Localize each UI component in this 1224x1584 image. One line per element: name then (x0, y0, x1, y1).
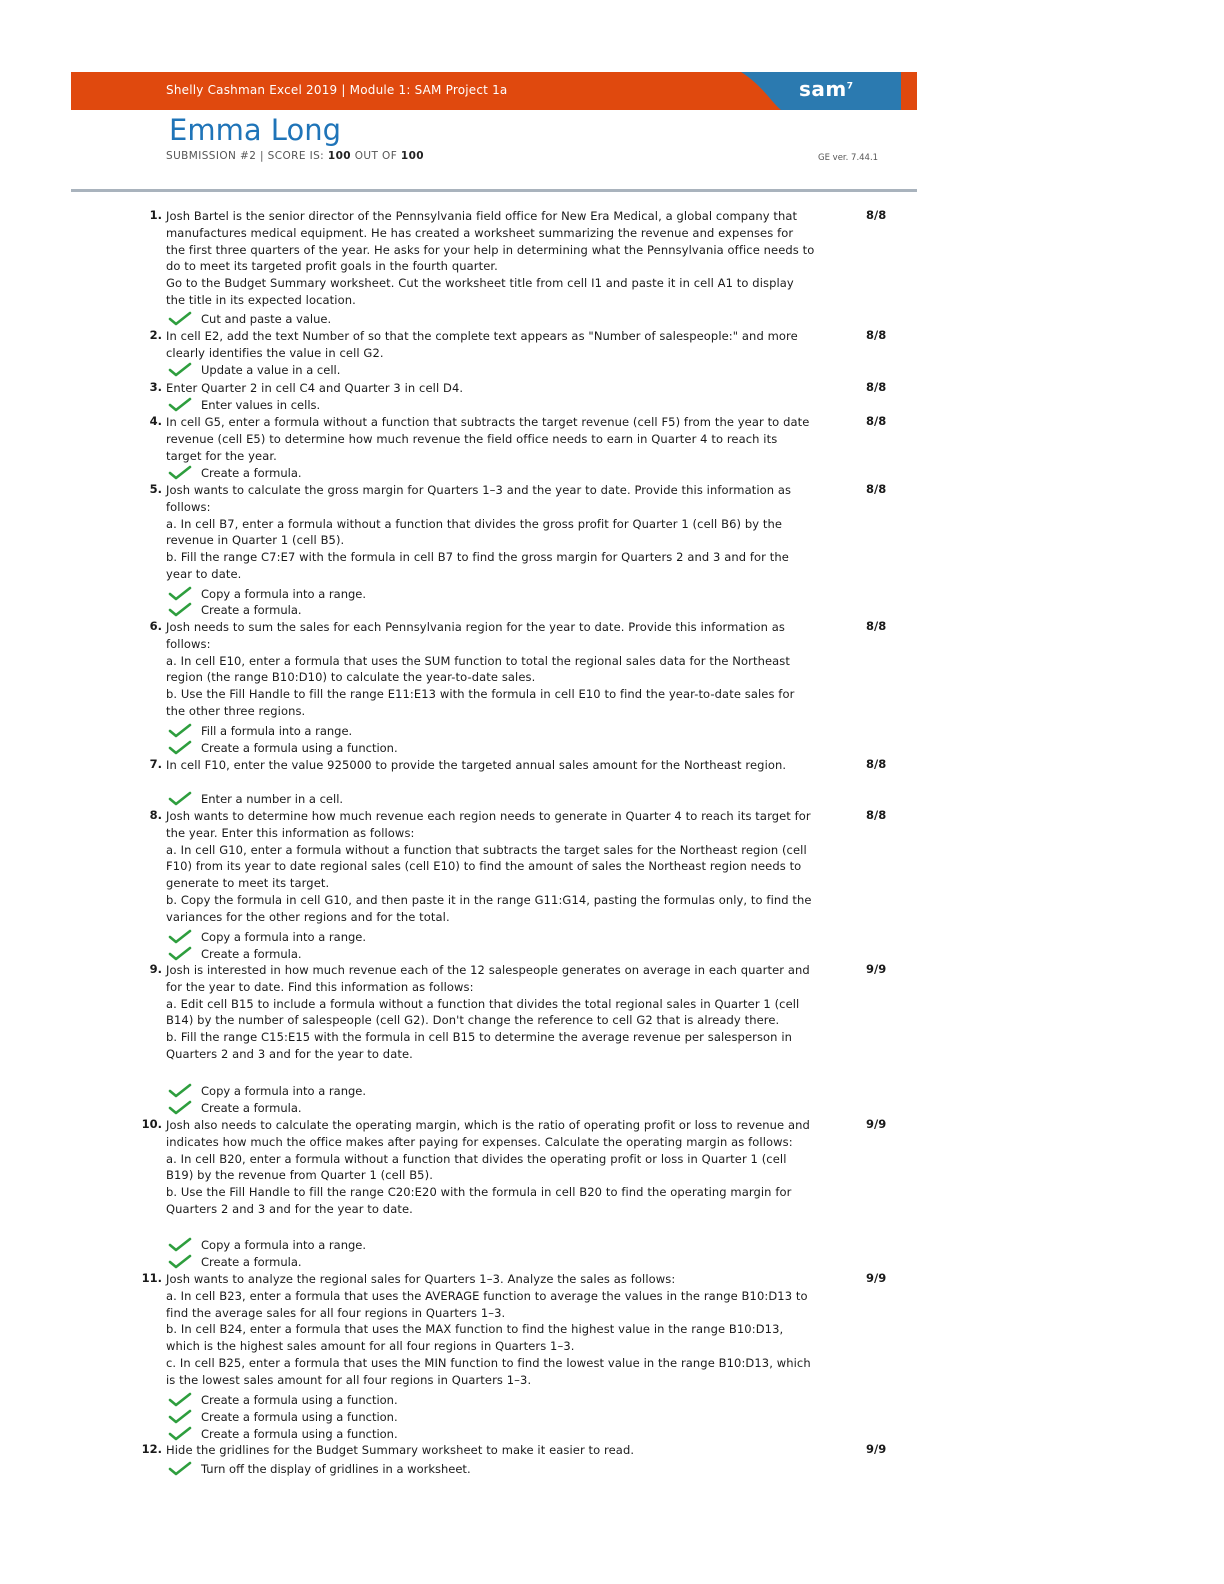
checkmark-icon (168, 723, 192, 739)
submission-score-line (166, 150, 424, 162)
checkmark-icon (168, 1392, 192, 1408)
check-label: Cut and paste a value. (201, 312, 332, 326)
step-number: 2. (149, 328, 162, 342)
checkmark-icon (168, 1426, 192, 1442)
student-name: Emma Long (169, 113, 341, 147)
version-label: GE ver. 7.44.1 (818, 153, 879, 163)
step-instructions: In cell E2, add the text Number of so that the complete text appears as "Number of salespeople:" and more clearly identifies the value in cell G2. (166, 329, 798, 360)
logo-wordmark (799, 77, 854, 101)
step-number: 9. (149, 962, 162, 976)
step-instructions: Josh also needs to calculate the operating margin, which is the ratio of operating profit or loss to revenue and indicates how much the office makes after paying for expenses. Calculate the operating margin as follows: a. In cell B20, enter a formula without a function that divides the operating profit or loss in Quarter 1 (cell B19) by the revenue from Quarter 1 (cell B5). b. Use the Fill Handle to fill the range C20:E20 with the formula in cell B20 to find the operating margin for Quarters 2 and 3 and for the year to date. (166, 1118, 810, 1216)
step-number: 10. (141, 1117, 162, 1131)
check-label: Fill a formula into a range. (201, 724, 353, 738)
checkmark-icon (168, 929, 192, 945)
step-score: 8/8 (866, 414, 887, 428)
step-instructions: Josh wants to determine how much revenue each region needs to generate in Quarter 4 to reach its target for the year. Enter this information as follows: a. In cell G10, enter a formula without a function that subtracts the target sales for the Northeast region (cell F10) from its year to date regional sales (cell E10) to find the amount of sales the Northeast region needs to generate to meet its target. b. Copy the formula in cell G10, and then paste it in the range G11:G14, pasting the formulas only, to find the variances for the other regions and for the total. (166, 809, 812, 924)
header-banner (71, 72, 917, 110)
step-instructions: In cell F10, enter the value 925000 to provide the targeted annual sales amount for the Northeast region. (166, 758, 787, 772)
checkmark-icon (168, 465, 192, 481)
step-score: 8/8 (866, 328, 887, 342)
check-label: Turn off the display of gridlines in a worksheet. (201, 1462, 471, 1476)
check-label: Create a formula. (201, 466, 302, 480)
check-label: Create a formula using a function. (201, 1393, 398, 1407)
checkmark-icon (168, 397, 192, 413)
step-number: 5. (149, 482, 162, 496)
logo-text: sam (799, 77, 847, 101)
checkmark-icon (168, 946, 192, 962)
step-number: 3. (149, 380, 162, 394)
step-number: 8. (149, 808, 162, 822)
step-instructions: Enter Quarter 2 in cell C4 and Quarter 3 in cell D4. (166, 381, 464, 395)
step-instructions: In cell G5, enter a formula without a function that subtracts the target revenue (cell F5) from the year to date revenue (cell E5) to determine how much revenue the field office needs to earn in Quarter 4 to reach its target for the year. (166, 415, 810, 463)
checkmark-icon (168, 791, 192, 807)
checkmark-icon (168, 1461, 192, 1477)
step-score: 8/8 (866, 208, 887, 222)
step-score: 8/8 (866, 808, 887, 822)
checkmark-icon (168, 586, 192, 602)
check-label: Copy a formula into a range. (201, 930, 367, 944)
header-divider (71, 189, 917, 192)
checkmark-icon (168, 311, 192, 327)
check-label: Enter a number in a cell. (201, 792, 344, 806)
course-title: Shelly Cashman Excel 2019 | Module 1: SAM Project 1a (166, 83, 508, 97)
check-label: Create a formula. (201, 603, 302, 617)
step-number: 11. (141, 1271, 162, 1285)
step-instructions: Josh Bartel is the senior director of the Pennsylvania field office for New Era Medical, a global company that manufactures medical equipment. He has created a worksheet summarizing the revenue and expenses for the first three quarters of the year. He asks for your help in determining what the Pennsylvania office needs to do to meet its targeted profit goals in the fourth quarter. Go to the Budget Summary worksheet. Cut the worksheet title from cell I1 and paste it in cell A1 to display the title in its expected location. (166, 209, 815, 307)
step-score: 8/8 (866, 482, 887, 496)
step-instructions: Josh wants to analyze the regional sales for Quarters 1–3. Analyze the sales as follows: a. In cell B23, enter a formula that uses the AVERAGE function to average the values in the range B10:D13 to find the average sales for all four regions in Quarters 1–3. b. In cell B24, enter a formula that uses the MAX function to find the highest value in the range B10:D13, which is the highest sales amount for all four regions in Quarters 1–3. c. In cell B25, enter a formula that uses the MIN function to find the lowest value in the range B10:D13, which is the lowest sales amount for all four regions in Quarters 1–3. (166, 1272, 811, 1387)
check-label: Copy a formula into a range. (201, 1238, 367, 1252)
step-instructions: Josh wants to calculate the gross margin for Quarters 1–3 and the year to date. Provide this information as follows: a. In cell B7, enter a formula without a function that divides the gross profit for Quarter 1 (cell B6) by the revenue in Quarter 1 (cell B5). b. Fill the range C7:E7 with the formula in cell B7 to find the gross margin for Quarters 2 and 3 and for the year to date. (166, 483, 792, 581)
check-label: Update a value in a cell. (201, 363, 341, 377)
checkmark-icon (168, 740, 192, 756)
logo-mark: 7 (846, 81, 854, 92)
step-number: 12. (141, 1442, 162, 1456)
step-instructions: Hide the gridlines for the Budget Summary worksheet to make it easier to read. (166, 1443, 635, 1457)
step-score: 8/8 (866, 757, 887, 771)
check-label: Copy a formula into a range. (201, 1084, 367, 1098)
check-label: Create a formula. (201, 947, 302, 961)
check-label: Enter values in cells. (201, 398, 321, 412)
check-label: Create a formula using a function. (201, 1427, 398, 1441)
score-total: 100 (400, 150, 424, 162)
step-instructions: Josh needs to sum the sales for each Pennsylvania region for the year to date. Provide this information as follows: a. In cell E10, enter a formula that uses the SUM function to total the regional sales data for the Northeast region (the range B10:D10) to calculate the year-to-date sales. b. Use the Fill Handle to fill the range E11:E13 with the formula in cell E10 to find the year-to-date sales for the other three regions. (166, 620, 795, 718)
checkmark-icon (168, 1409, 192, 1425)
step-number: 7. (149, 757, 162, 771)
score-value: 100 (327, 150, 351, 162)
checkmark-icon (168, 1254, 192, 1270)
step-score: 9/9 (866, 962, 887, 976)
step-instructions: Josh is interested in how much revenue each of the 12 salespeople generates on average in each quarter and for the year to date. Find this information as follows: a. Edit cell B15 to include a formula without a function that divides the total regional sales in Quarter 1 (cell B14) by the number of salespeople (cell G2). Don't change the reference to cell G2 that is already there. b. Fill the range C15:E15 with the formula in cell B15 to determine the average revenue per salesperson in Quarters 2 and 3 and for the year to date. (166, 963, 810, 1061)
checkmark-icon (168, 602, 192, 618)
check-label: Create a formula. (201, 1101, 302, 1115)
step-score: 9/9 (866, 1442, 887, 1456)
step-number: 4. (149, 414, 162, 428)
check-label: Create a formula using a function. (201, 741, 398, 755)
step-score: 8/8 (866, 380, 887, 394)
score-separator: OUT OF (350, 150, 401, 162)
check-label: Copy a formula into a range. (201, 587, 367, 601)
step-score: 8/8 (866, 619, 887, 633)
checkmark-icon (168, 1100, 192, 1116)
step-score: 9/9 (866, 1271, 887, 1285)
step-number: 6. (149, 619, 162, 633)
check-label: Create a formula using a function. (201, 1410, 398, 1424)
checkmark-icon (168, 1083, 192, 1099)
checkmark-icon (168, 362, 192, 378)
check-label: Create a formula. (201, 1255, 302, 1269)
step-score: 9/9 (866, 1117, 887, 1131)
checkmark-icon (168, 1237, 192, 1253)
step-number: 1. (149, 208, 162, 222)
sam-logo (741, 72, 901, 110)
submission-prefix: SUBMISSION #2 | SCORE IS: (166, 150, 328, 162)
